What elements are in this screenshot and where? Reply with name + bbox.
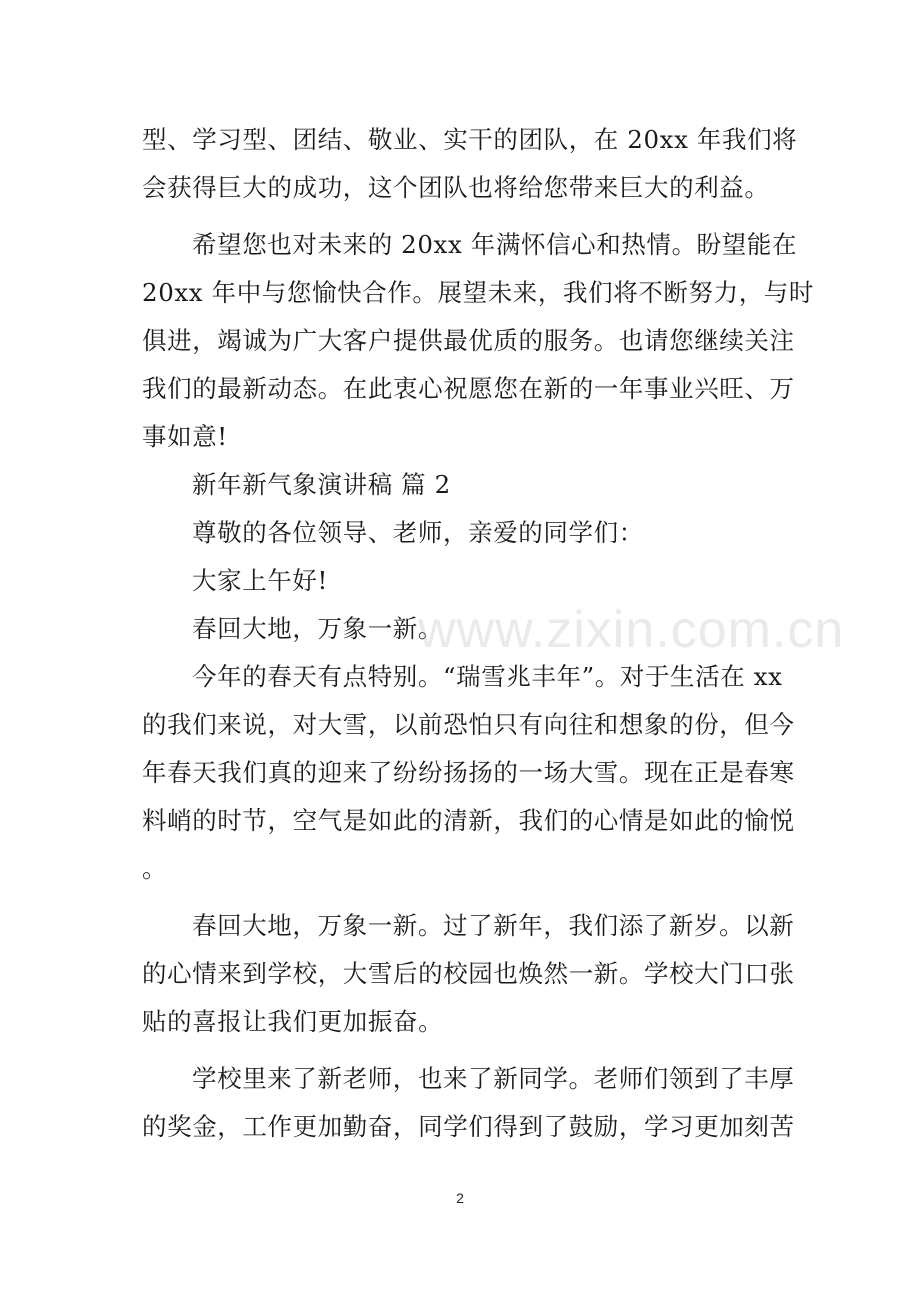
text-line: 20xx 年中与您愉快合作。展望未来，我们将不断努力，与时 [142, 278, 814, 307]
greeting: 大家上午好! [192, 566, 328, 595]
section-title: 新年新气象演讲稿 篇 2 [192, 470, 451, 499]
text-line: 的我们来说，对大雪，以前恐怕只有向往和想象的份，但今 [142, 710, 795, 739]
text-line: 型、学习型、团结、敬业、实干的团队，在 20xx 年我们将 [142, 125, 798, 154]
salutation: 尊敬的各位领导、老师，亲爱的同学们： [192, 518, 644, 547]
paragraph-start: 学校里来了新老师，也来了新同学。老师们领到了丰厚 [192, 1064, 795, 1093]
text-line: 的奖金，工作更加勤奋，同学们得到了鼓励，学习更加刻苦 [142, 1112, 795, 1141]
paragraph-start: 希望您也对未来的 20xx 年满怀信心和热情。盼望能在 [192, 230, 798, 259]
paragraph-start: 春回大地，万象一新。 [192, 614, 443, 643]
document-body [142, 116, 814, 1151]
text-line: 贴的喜报让我们更加振奋。 [142, 1007, 444, 1036]
text-line: 料峭的时节，空气是如此的清新，我们的心情是如此的愉悦 [142, 806, 795, 835]
paragraph-start: 春回大地，万象一新。过了新年，我们添了新岁。以新 [192, 911, 795, 940]
text-line: 年春天我们真的迎来了纷纷扬扬的一场大雪。现在正是春寒 [142, 758, 795, 787]
text-line: 的心情来到学校，大雪后的校园也焕然一新。学校大门口张 [142, 959, 795, 988]
text-line: 会获得巨大的成功，这个团队也将给您带来巨大的利益。 [142, 173, 770, 202]
paragraph-start: 今年的春天有点特别。“瑞雪兆丰年”。对于生活在 xx [192, 662, 783, 691]
text-line: 俱进，竭诚为广大客户提供最优质的服务。也请您继续关注 [142, 326, 795, 355]
text-line: 事如意! [142, 422, 228, 451]
page-number: 2 [456, 1190, 464, 1206]
watermark: www.zixin.com.cn [418, 601, 845, 659]
text-line: 。 [142, 854, 168, 883]
text-line: 我们的最新动态。在此衷心祝愿您在新的一年事业兴旺、万 [142, 374, 795, 403]
